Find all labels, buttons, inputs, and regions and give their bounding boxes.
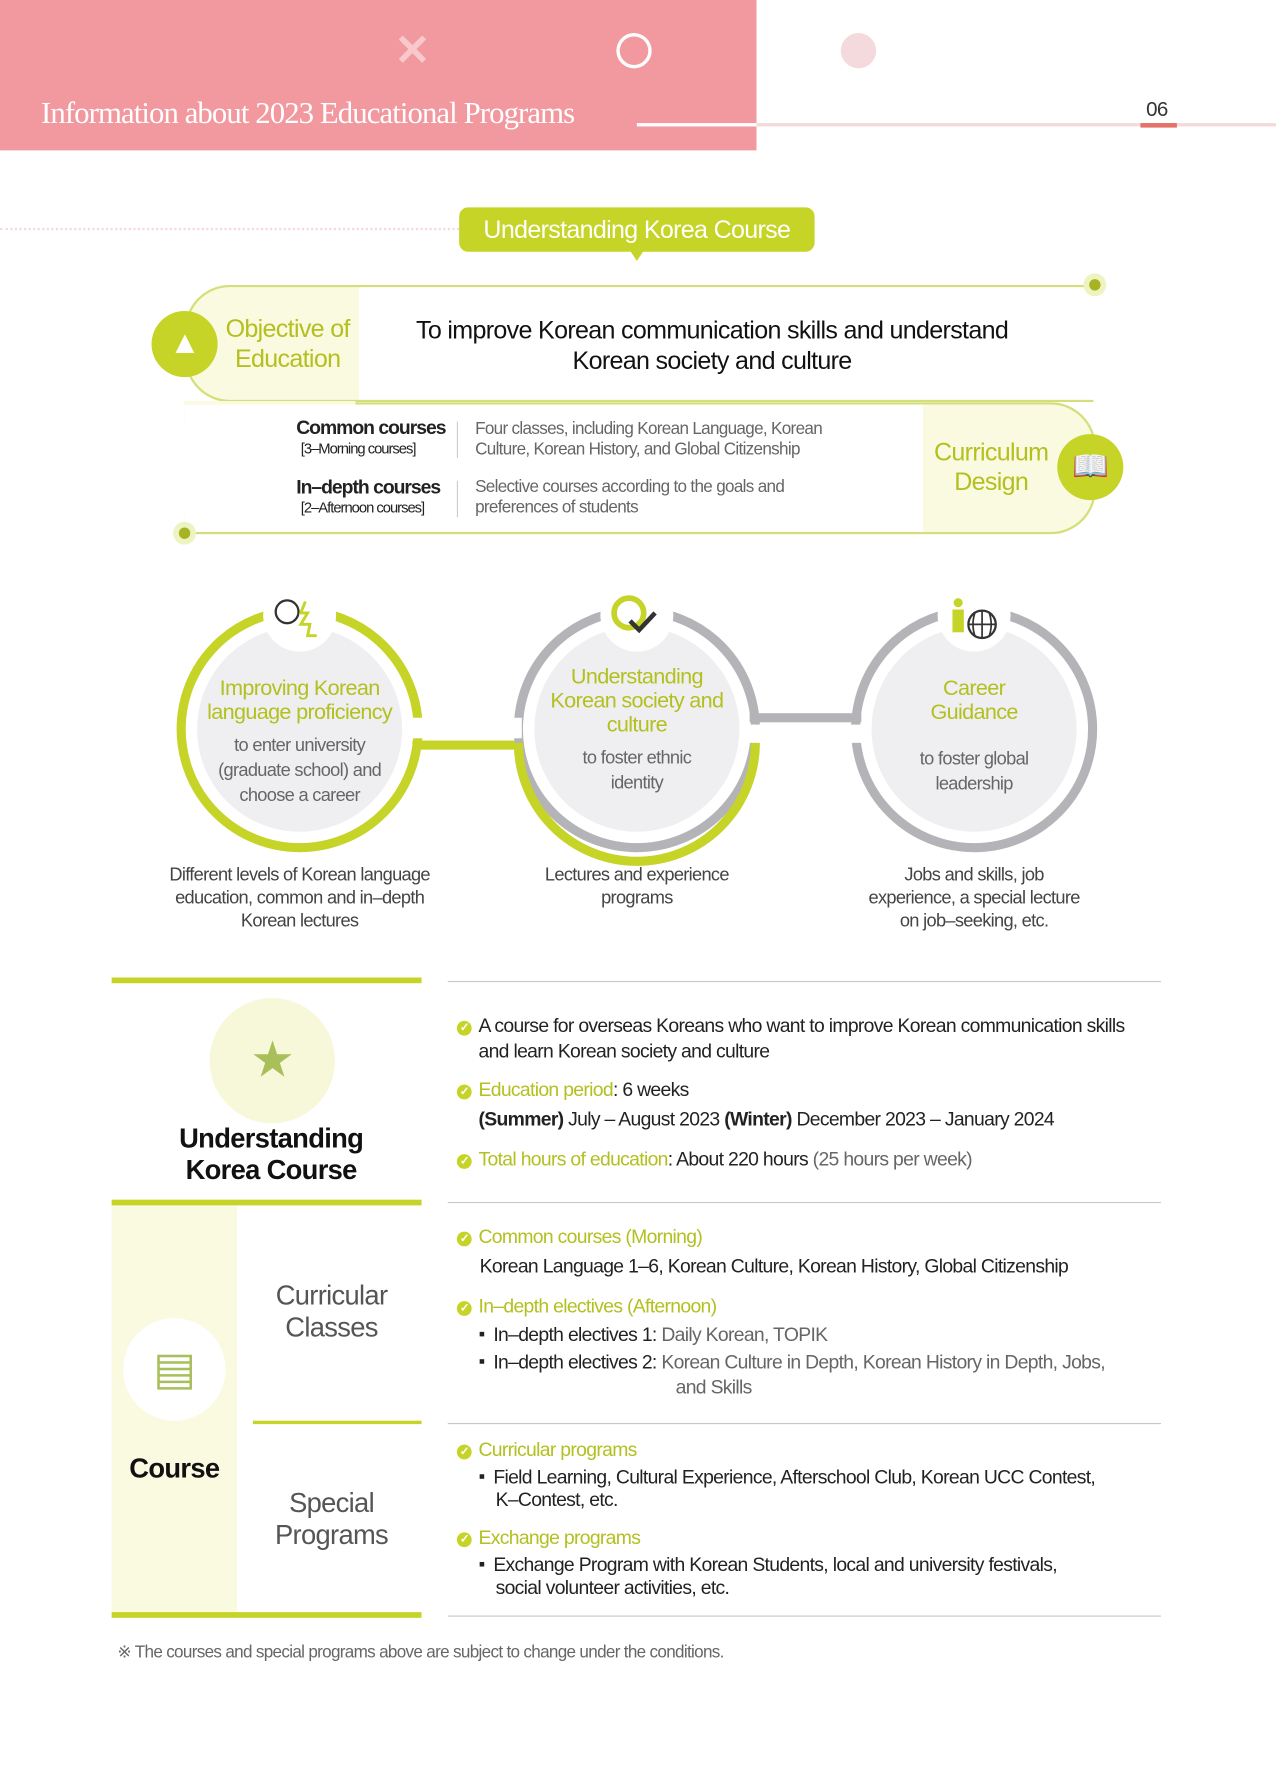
- separator: [457, 481, 458, 517]
- indepth-courses-desc: Selective courses according to the goals and preferences of students: [475, 477, 785, 518]
- footnote: ※ The courses and special programs above are subject to change under the conditions.: [117, 1642, 724, 1663]
- page-title: Information about 2023 Educational Programs: [41, 95, 575, 130]
- green-rule: [112, 1200, 422, 1206]
- check-icon: ✓: [457, 1154, 472, 1169]
- course-label: Course: [129, 1453, 220, 1485]
- close-icon: ✕: [394, 27, 430, 76]
- curricular-classes-label: Curricular Classes: [275, 1280, 388, 1344]
- page-marker: [1140, 123, 1176, 128]
- common-courses-row: Common courses [3–Morning courses]: [296, 416, 446, 457]
- objective-text: To improve Korean communication skills and understand Korean society and culture: [416, 315, 1009, 375]
- open-book-icon: ▤: [123, 1318, 226, 1421]
- page-number: 06: [1146, 97, 1168, 121]
- goal-career-desc: Jobs and skills, job experience, a special lecture on job–seeking, etc.: [868, 865, 1080, 931]
- dot-icon: [1083, 273, 1106, 296]
- divider: [756, 123, 1276, 126]
- special-content: ✓ Curricular programs Field Learning, Cultural Experience, Afterschool Club, Korean UCC Contest, K–Contest, etc. ✓ Exchange programs Exchange Program with Korean Students, local and university festivals, social volunteer activities, etc.: [457, 1438, 1163, 1600]
- special-programs-label: Special Programs: [274, 1487, 389, 1551]
- check-icon: ✓: [457, 1021, 472, 1036]
- course-badge: Understanding Korea Course: [459, 207, 814, 251]
- common-courses-desc: Four classes, including Korean Language, Korean Culture, Korean History, and Global Citizenship: [475, 419, 823, 460]
- goal-career: Career Guidance to foster global leadership: [919, 676, 1029, 795]
- connector: [412, 741, 521, 750]
- divider: [637, 123, 757, 126]
- grey-rule: [448, 1202, 1161, 1203]
- goal-language-desc: Different levels of Korean language education, common and in–depth Korean lectures: [169, 865, 430, 931]
- indepth-courses-row: In–depth courses [2–Afternoon courses]: [296, 476, 441, 517]
- grey-rule: [448, 1423, 1161, 1424]
- check-icon: ✓: [457, 1301, 472, 1316]
- check-icon: ✓: [457, 1232, 472, 1247]
- green-rule: [112, 1612, 422, 1618]
- book-star-icon: ★: [210, 998, 335, 1123]
- overview-label: Understanding Korea Course: [179, 1123, 364, 1187]
- check-icon: ✓: [457, 1085, 472, 1100]
- grey-rule: [448, 1616, 1161, 1617]
- mountain-flag-icon: ▲: [152, 311, 218, 377]
- goal-language: Improving Korean language proficiency to enter university (graduate school) and choose a career: [207, 676, 393, 806]
- goal-society-desc: Lectures and experience programs: [544, 865, 729, 909]
- circle-icon: [616, 33, 651, 68]
- curriculum-box-topline-mask: [185, 401, 356, 404]
- green-rule: [112, 978, 422, 984]
- separator: [457, 422, 458, 458]
- curricular-content: ✓ Common courses (Morning) Korean Language 1–6, Korean Culture, Korean History, Global Citizenship ✓ In–depth electives (Afternoon) In–depth electives 1: Daily Korean, TOPIK In–depth electives 2: Korean Culture in Depth, Korean History in Depth, Jobs, and Skills: [457, 1225, 1163, 1400]
- connector: [750, 713, 862, 722]
- goal-society: Understanding Korean society and culture to foster ethnic identity: [550, 665, 724, 793]
- check-icon: ✓: [457, 1445, 472, 1460]
- curriculum-label: Curriculum Design: [934, 437, 1049, 496]
- overview-content: ✓ A course for overseas Koreans who want to improve Korean communication skills and learn Korean society and culture ✓ Education period: 6 weeks (Summer) July – August 2023 (Winter) December 2023 – January 2024 ✓ Total hours of education: About 220 hours (25 hours per week): [457, 1014, 1175, 1172]
- objective-label: Objective of Education: [225, 314, 350, 373]
- dot-icon: [841, 33, 876, 68]
- book-icon: 📖: [1057, 434, 1123, 500]
- dotted-line: [0, 228, 459, 230]
- check-icon: ✓: [457, 1532, 472, 1547]
- grey-rule: [448, 981, 1161, 982]
- dot-icon: [173, 522, 196, 545]
- badge-pointer: [630, 251, 644, 261]
- green-rule: [253, 1421, 422, 1424]
